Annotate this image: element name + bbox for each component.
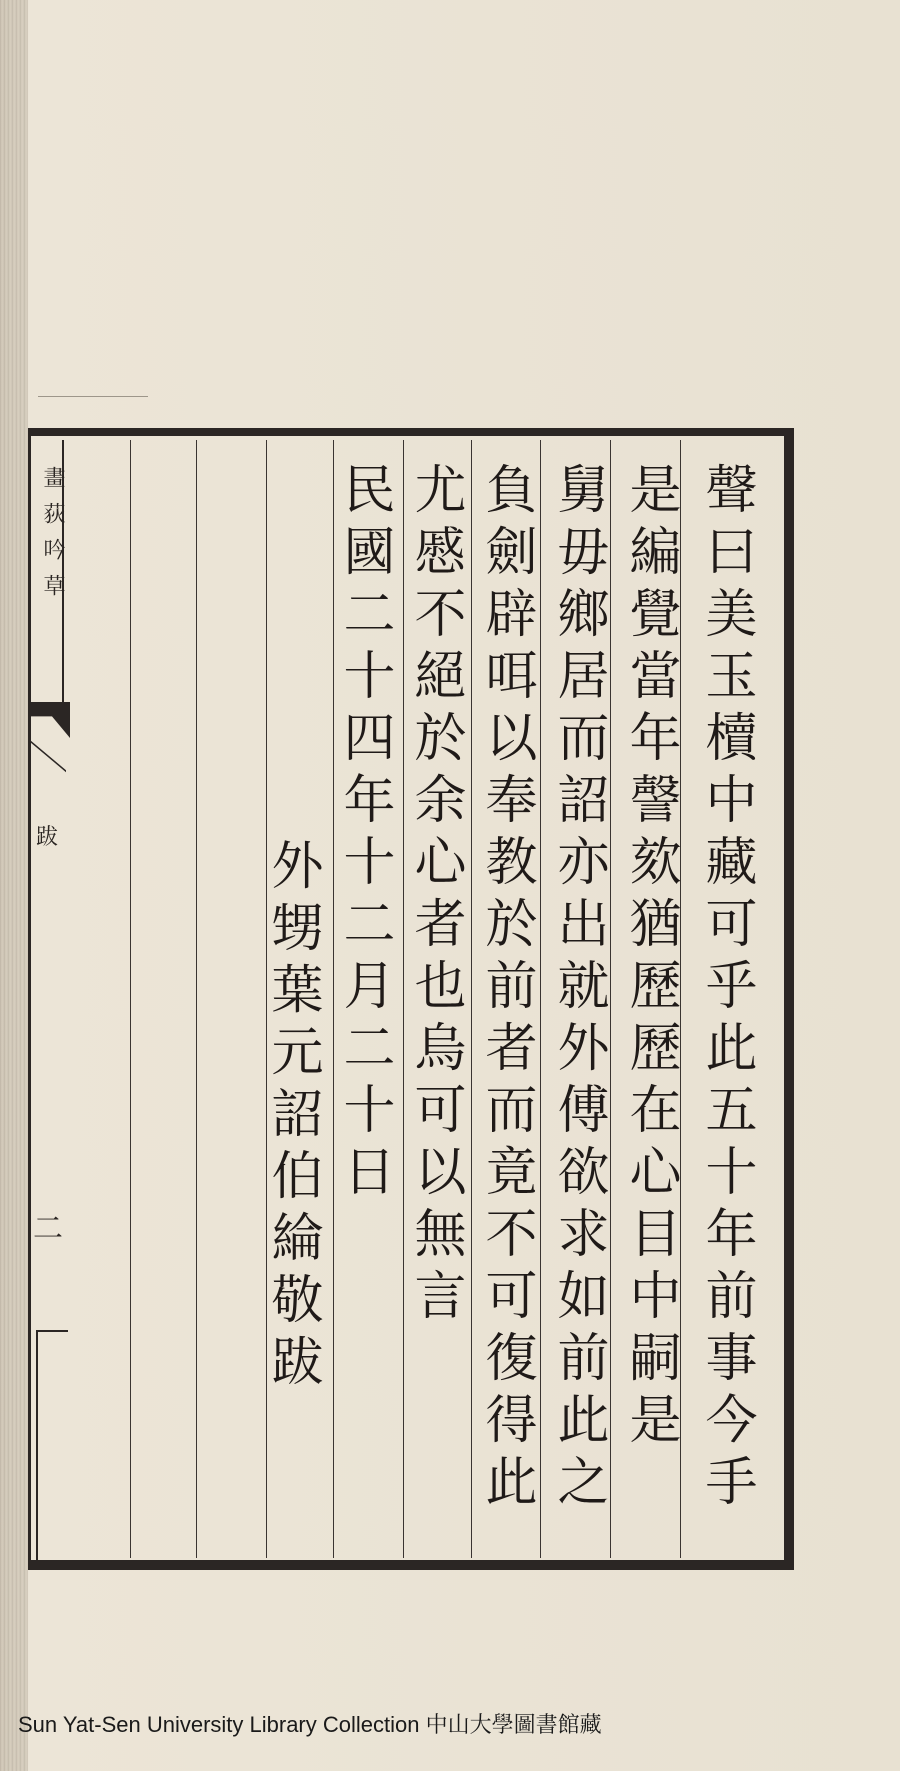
date-column: 民國二十四年十二月二十日 [334, 462, 394, 1206]
text-column-1: 聲曰美玉櫝中藏可乎此五十年前事今手 [696, 462, 756, 1516]
margin-bracket [36, 1330, 68, 1562]
text-column-4: 負劍辟咡以奉教於前者而竟不可復得此 [476, 462, 536, 1516]
text-column-2: 是編覺當年謦欬猶歷歷在心目中嗣是 [620, 462, 680, 1454]
library-watermark: Sun Yat-Sen University Library Collection 中山大學圖書館藏 [18, 1712, 602, 1737]
section-label: 跋 [36, 825, 59, 850]
page-number: 二 [27, 1212, 62, 1242]
faint-rule [38, 396, 148, 397]
column-rule [130, 440, 131, 1558]
text-column-5: 尤慼不絕於余心者也烏可以無言 [405, 462, 465, 1330]
text-column-3: 舅毋鄉居而詔亦出就外傅欲求如前此之 [548, 462, 608, 1516]
column-rule [680, 440, 681, 1558]
column-rule [471, 440, 472, 1558]
column-rule [540, 440, 541, 1558]
column-rule [403, 440, 404, 1558]
signature-column: 外甥葉元詔伯綸敬跋 [262, 838, 322, 1396]
page-edge [0, 0, 28, 1771]
book-title: 畫荻吟草 [40, 466, 65, 610]
column-rule [610, 440, 611, 1558]
column-rule [196, 440, 197, 1558]
